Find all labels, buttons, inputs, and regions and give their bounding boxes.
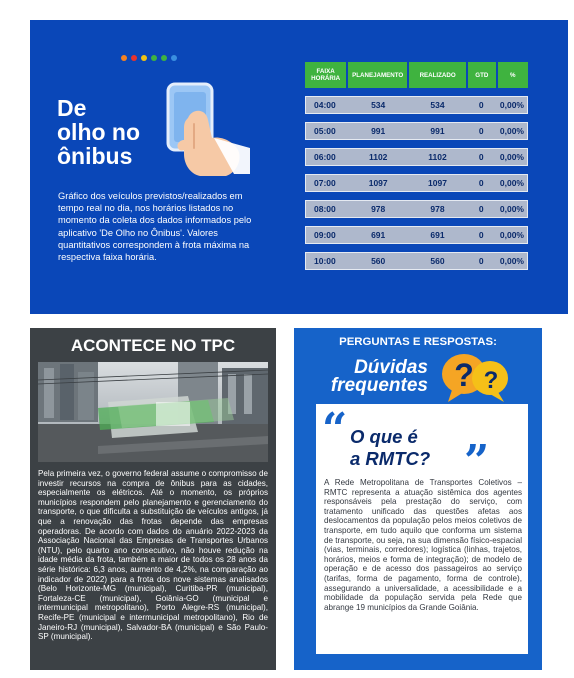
table-row	[305, 174, 528, 192]
faq-title-line-1: Dúvidas	[354, 357, 428, 378]
table-row	[305, 96, 528, 114]
color-dots-decoration	[121, 55, 177, 61]
dot-orange	[121, 55, 127, 61]
cell-gtd: 0	[478, 204, 484, 214]
cell-planned: 1102	[368, 152, 388, 162]
faq-panel	[294, 328, 542, 670]
cell-planned: 991	[371, 126, 386, 136]
cell-time: 09:00	[314, 230, 336, 240]
question-line-2: a RMTC?	[350, 448, 431, 469]
svg-text:?: ?	[454, 357, 474, 393]
quote-close-icon: ”	[464, 436, 490, 487]
header-percent: %	[498, 62, 528, 88]
cell-planned: 691	[371, 230, 386, 240]
question-line-1: O que é	[350, 426, 418, 447]
cell-gtd: 0	[478, 126, 484, 136]
faq-card	[316, 404, 528, 654]
news-panel	[30, 328, 276, 670]
table-row	[305, 200, 528, 218]
dot-green	[151, 55, 157, 61]
bus-monitor-panel	[30, 20, 568, 314]
headline-line-2: olho no	[57, 119, 141, 145]
cell-planned: 560	[371, 256, 386, 266]
cell-planned: 1097	[368, 178, 388, 188]
electric-bus-photo	[38, 362, 268, 462]
svg-text:?: ?	[483, 367, 499, 394]
headline-line-3: ônibus	[57, 143, 133, 169]
dot-yellow	[141, 55, 147, 61]
cell-percent: 0,00%	[499, 178, 524, 188]
cell-realized: 991	[430, 126, 445, 136]
panel-description: Gráfico dos veículos previstos/realizados em tempo real no dia, nos horários listados no momento da coleta dos dados informados pelo aplicativo 'De Olho no Ônibus'. Valores quantitativos correspondem à frota máxima na respectiva faixa horária.	[58, 191, 252, 263]
quote-open-icon: “	[322, 404, 348, 455]
faq-title	[316, 359, 428, 395]
cell-percent: 0,00%	[499, 230, 524, 240]
cell-percent: 0,00%	[499, 126, 524, 136]
cell-gtd: 0	[478, 256, 484, 266]
news-body: Pela primeira vez, o governo federal assume o compromisso de investir recursos na compra de ônibus para as cidades, especialmente os elétricos. Até o momento, os próprios municípios respondem pelo planejamento e gerenciamento do transporte, o que dificulta a substituição de veículos antigos, já que a renovação das frotas depende das empresas operadoras. De acordo com dados do anuário 2022-2023 da Associação Nacional das Empresas de Transportes Urbanos (NTU), pelo quarto ano consecutivo, não houve redução na idade média da frota, também a maior de todos os 28 anos da série histórica: 6,3 anos, aumento de 4,2%, na comparação ao indicador de 2022) para a frota dos nove sistemas analisados (Belo Horizonte-MG (municipal), Curitiba-PR (municipal), Fortaleza-CE (municipal), Goiânia-GO (municipal e intermunicipal metropolitano), Porto Alegre-RS (municipal), Recife-PE (municipal e intermunicipal metropolitano), Rio de Janeiro-RJ (municipal), Salvador-BA (municipal) e São Paulo-SP (municipal).	[38, 469, 268, 642]
cell-time: 04:00	[314, 100, 336, 110]
cell-realized: 534	[430, 100, 445, 110]
panel-headline	[57, 96, 167, 168]
cell-time: 07:00	[314, 178, 336, 188]
cell-realized: 691	[430, 230, 445, 240]
cell-time: 05:00	[314, 126, 336, 136]
header-gtd: GTD	[468, 62, 495, 88]
question-bubble-icon	[440, 350, 510, 406]
dot-green-2	[161, 55, 167, 61]
table-row	[305, 226, 528, 244]
cell-percent: 0,00%	[499, 100, 524, 110]
cell-realized: 560	[430, 256, 445, 266]
cell-realized: 1097	[428, 178, 447, 188]
headline-line-1: De	[57, 95, 87, 121]
table-header	[305, 62, 528, 88]
cell-realized: 1102	[428, 152, 447, 162]
header-planned: PLANEJAMENTO	[348, 62, 407, 88]
cell-percent: 0,00%	[499, 256, 524, 266]
hand-phone-icon	[154, 78, 250, 178]
header-time-slot: FAIXA HORÁRIA	[305, 62, 346, 88]
faq-kicker: PERGUNTAS E RESPOSTAS:	[339, 336, 497, 348]
fleet-table	[305, 62, 528, 270]
cell-planned: 978	[371, 204, 386, 214]
cell-gtd: 0	[478, 100, 484, 110]
table-row	[305, 252, 528, 270]
news-title: ACONTECE NO TPC	[70, 336, 236, 355]
cell-gtd: 0	[478, 152, 484, 162]
cell-time: 06:00	[314, 152, 336, 162]
dot-red	[131, 55, 137, 61]
table-row	[305, 122, 528, 140]
header-realized: REALIZADO	[409, 62, 466, 88]
cell-percent: 0,00%	[499, 204, 524, 214]
cell-planned: 534	[371, 100, 386, 110]
faq-answer: A Rede Metropolitana de Transportes Coletivos – RMTC representa a atuação sistêmica dos agentes responsáveis pela prestação do serviço, com tratamento unificado das questões afetas aos deslocamentos da população pelos meios coletivos de transporte, em tudo aquilo que conforma um sistema de transporte, ou seja, na sua dimensão físico-espacial (vias, terminais, corredores); logística (linhas, trajetos, horários, meios e forma de integração); de modelo de operação e de acesso dos passageiros ao serviço (tarifas, forma de pagamento, forma de controle), assegurando a universalidade, a acessibilidade e a mobilidade da população servida pela Rede que abrange 19 municípios da Grande Goiânia.	[324, 478, 522, 612]
dot-blue	[171, 55, 177, 61]
faq-title-line-2: frequentes	[330, 375, 428, 396]
cell-gtd: 0	[478, 178, 484, 188]
cell-gtd: 0	[478, 230, 484, 240]
cell-realized: 978	[430, 204, 445, 214]
cell-percent: 0,00%	[499, 152, 524, 162]
table-row	[305, 148, 528, 166]
cell-time: 10:00	[314, 256, 336, 266]
cell-time: 08:00	[314, 204, 336, 214]
